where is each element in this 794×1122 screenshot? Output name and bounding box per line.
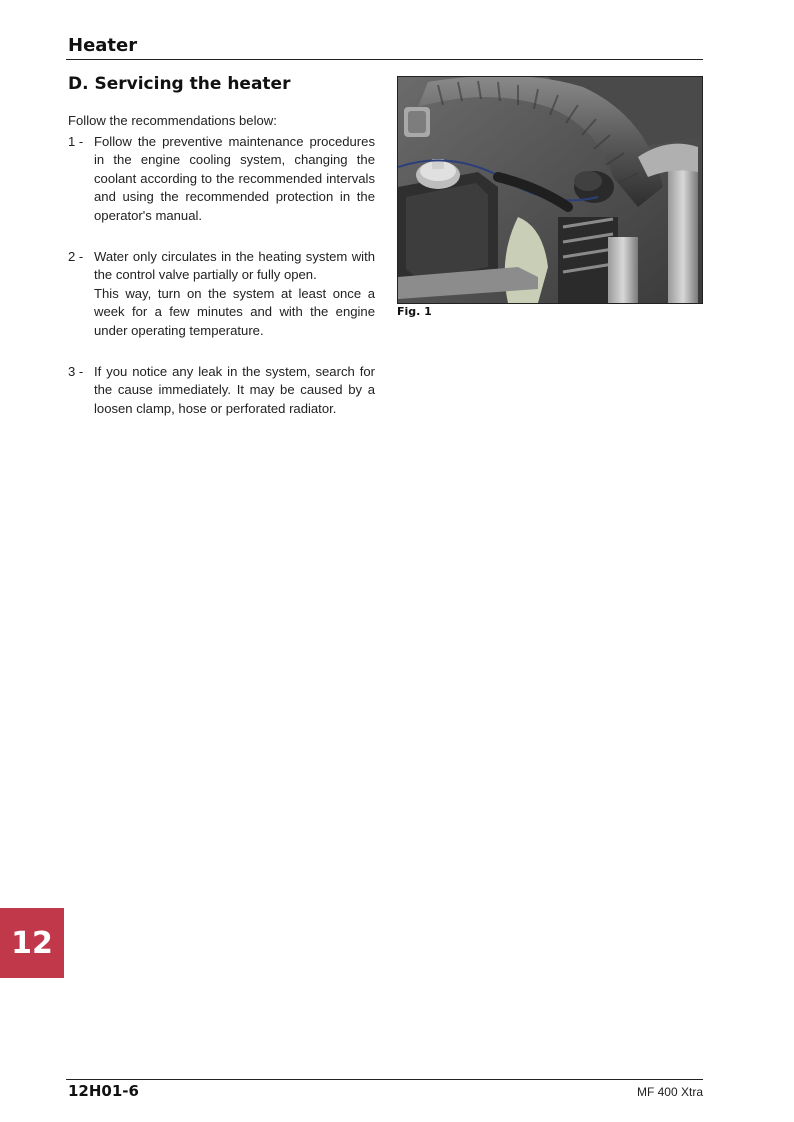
page-section-title: Heater xyxy=(68,35,138,56)
instructions-column xyxy=(68,112,375,418)
subsection-title: D. Servicing the heater xyxy=(68,74,291,94)
list-item-text: This way, turn on the system at least once a week for a few minutes and with the engine under operating temperature. xyxy=(94,285,375,338)
list-item-text: If you notice any leak in the system, search for the cause immediately. It may be caused by a loosen clamp, hose or perforated radiator. xyxy=(94,363,375,416)
list-item-text: Water only circulates in the heating system with the control valve partially or fully open. xyxy=(94,248,375,283)
figure-caption: Fig. 1 xyxy=(397,305,432,318)
model-name: MF 400 Xtra xyxy=(636,1085,703,1099)
header-divider xyxy=(66,59,703,60)
engine-photo xyxy=(397,76,703,304)
list-item-text: Follow the preventive maintenance procedures in the engine cooling system, changing the coolant according to the recommended intervals and using the recommended protection in the operator's manual. xyxy=(94,133,375,223)
list-item xyxy=(68,133,375,226)
list-item-number: 3 - xyxy=(68,363,84,379)
page-number: 12H01-6 xyxy=(68,1082,139,1100)
list-item xyxy=(68,363,375,419)
intro-text: Follow the recommendations below: xyxy=(68,113,277,128)
chapter-tab: 12 xyxy=(0,908,64,978)
list-item-number: 2 - xyxy=(68,248,84,264)
list-item-number: 1 - xyxy=(68,133,84,149)
engine-photo-illustration xyxy=(398,77,702,303)
list-item xyxy=(68,248,375,341)
footer-divider xyxy=(66,1079,703,1080)
